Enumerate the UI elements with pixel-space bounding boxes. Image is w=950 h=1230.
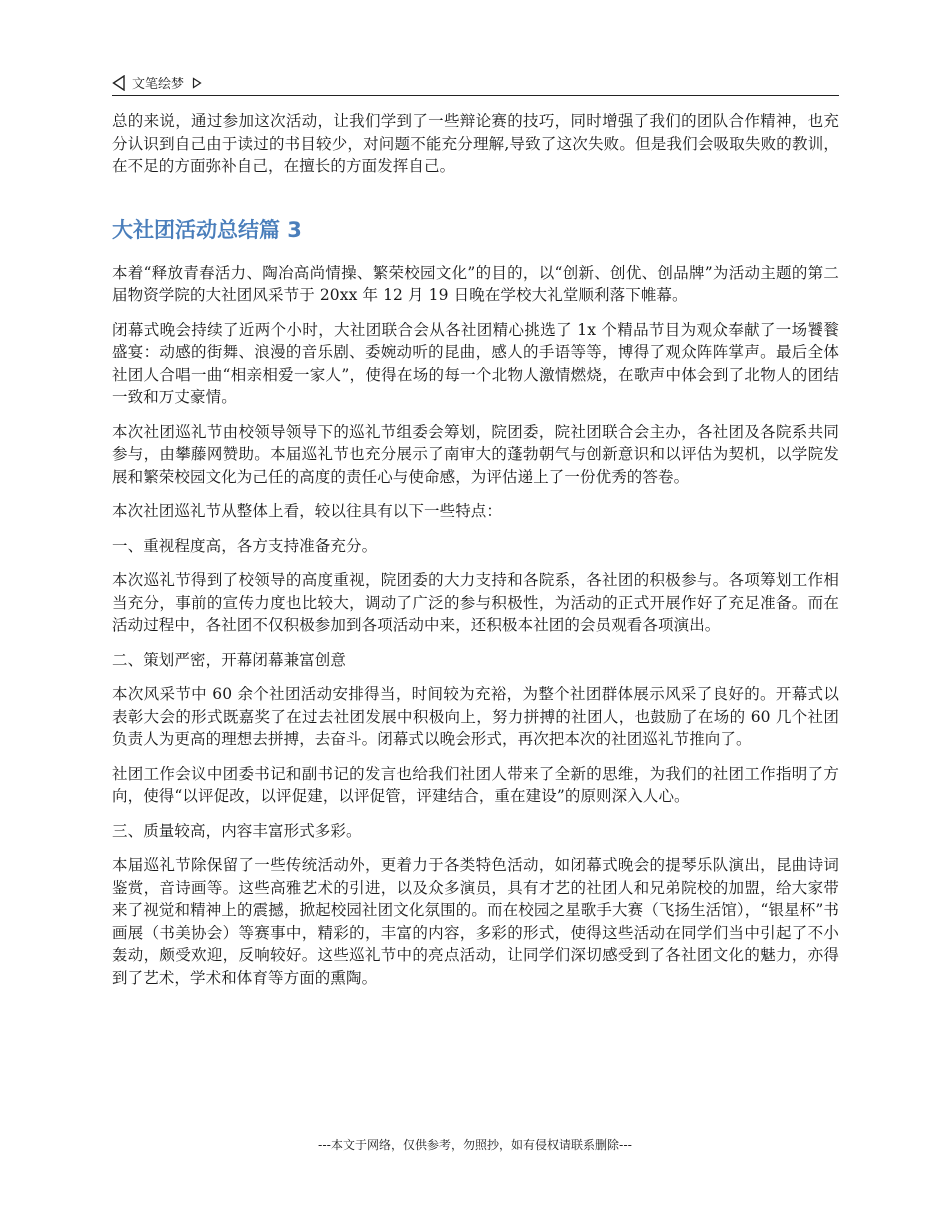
section-paragraph: 本次风采节中 60 余个社团活动安排得当，时间较为充裕，为整个社团群体展示风采了良好的。开幕式以表彰大会的形式既嘉奖了在过去社团发展中积极向上，努力拼搏的社团人，也鼓励了在场的 60 几个社团负责人为更高的理想去拼搏，去奋斗。闭幕式以晚会形式，再次把本次的社团巡礼节推向了。 [112, 685, 839, 748]
page-header [112, 70, 839, 96]
section-paragraph: 本届巡礼节除保留了一些传统活动外，更着力于各类特色活动，如闭幕式晚会的提琴乐队演出，昆曲诗词鉴赏，音诗画等。这些高雅艺术的引进，以及众多演员，具有才艺的社团人和兄弟院校的加盟，给大家带来了视觉和精神上的震撼，掀起校园社团文化氛围的。而在校园之星歌手大赛（飞扬生活馆），“银星杯”书画展（书美协会）等赛事中，精彩的，丰富的内容，多彩的形式，使得这些活动在同学们当中引起了不小轰动，颇受欢迎，反响较好。这些巡礼节中的亮点活动，让同学们深切感受到了各社团文化的魅力，亦得到了艺术，学术和体育等方面的熏陶。 [112, 856, 839, 987]
section-subheading: 二、策划严密，开幕闭幕兼富创意 [112, 650, 347, 669]
section-title: 大社团活动总结篇 3 [112, 217, 302, 242]
section-paragraph: 本次社团巡礼节由校领导领导下的巡礼节组委会筹划，院团委，院社团联合会主办，各社团及各院系共同参与，由攀藤网赞助。本届巡礼节也充分展示了南审大的蓬勃朝气与创新意识和以评估为契机，以学院发展和繁荣校园文化为己任的高度的责任心与使命感，为评估递上了一份优秀的答卷。 [112, 422, 839, 486]
page-footer: ---本文于网络，仅供参考，勿照抄，如有侵权请联系删除--- [318, 1138, 632, 1152]
header-brand: 文笔绘梦 [132, 77, 185, 92]
section-paragraph: 本次巡礼节得到了校领导的高度重视，院团委的大力支持和各院系，各社团的积极参与。各项筹划工作相当充分，事前的宣传力度也比较大，调动了广泛的参与积极性，为活动的正式开展作好了充足准备。而在活动过程中，各社团不仅积极参加到各项活动中来，还积极本社团的会员观看各项演出。 [112, 571, 839, 634]
section-paragraph: 本着“释放青春活力、陶冶高尚情操、繁荣校园文化”的目的，以“创新、创优、创品牌”为活动主题的第二届物资学院的大社团风采节于 20xx 年 12 月 19 日晚在学校大礼堂顺利落下帷幕。 [112, 263, 839, 304]
section-paragraph: 社团工作会议中团委书记和副书记的发言也给我们社团人带来了全新的思维，为我们的社团工作指明了方向，使得“以评促改，以评促建，以评促管，评建结合，重在建设”的原则深入人心。 [112, 764, 839, 805]
back-arrow-icon[interactable] [112, 75, 126, 91]
section-subheading: 一、重视程度高，各方支持准备充分。 [112, 536, 378, 555]
intro-paragraph: 总的来说，通过参加这次活动，让我们学到了一些辩论赛的技巧，同时增强了我们的团队合作精神，也充分认识到自己由于读过的书目较少，对问题不能充分理解,导致了这次失败。但是我们会吸取失败的教训，在不足的方面弥补自己，在擅长的方面发挥自己。 [112, 112, 839, 175]
document-body [112, 110, 839, 1001]
forward-arrow-icon[interactable] [192, 77, 202, 89]
section-paragraph: 闭幕式晚会持续了近两个小时，大社团联合会从各社团精心挑选了 1x 个精品节目为观众奉献了一场饕餮盛宴：动感的街舞、浪漫的音乐剧、委婉动听的昆曲，感人的手语等等，博得了观众阵阵掌声。最后全体社团人合唱一曲“相亲相爱一家人”，使得在场的每一个北物人激情燃烧，在歌声中体会到了北物人的团结一致和万丈豪情。 [112, 320, 839, 406]
section-paragraph: 本次社团巡礼节从整体上看，较以往具有以下一些特点： [112, 502, 503, 520]
section-subheading: 三、质量较高，内容丰富形式多彩。 [112, 821, 362, 840]
